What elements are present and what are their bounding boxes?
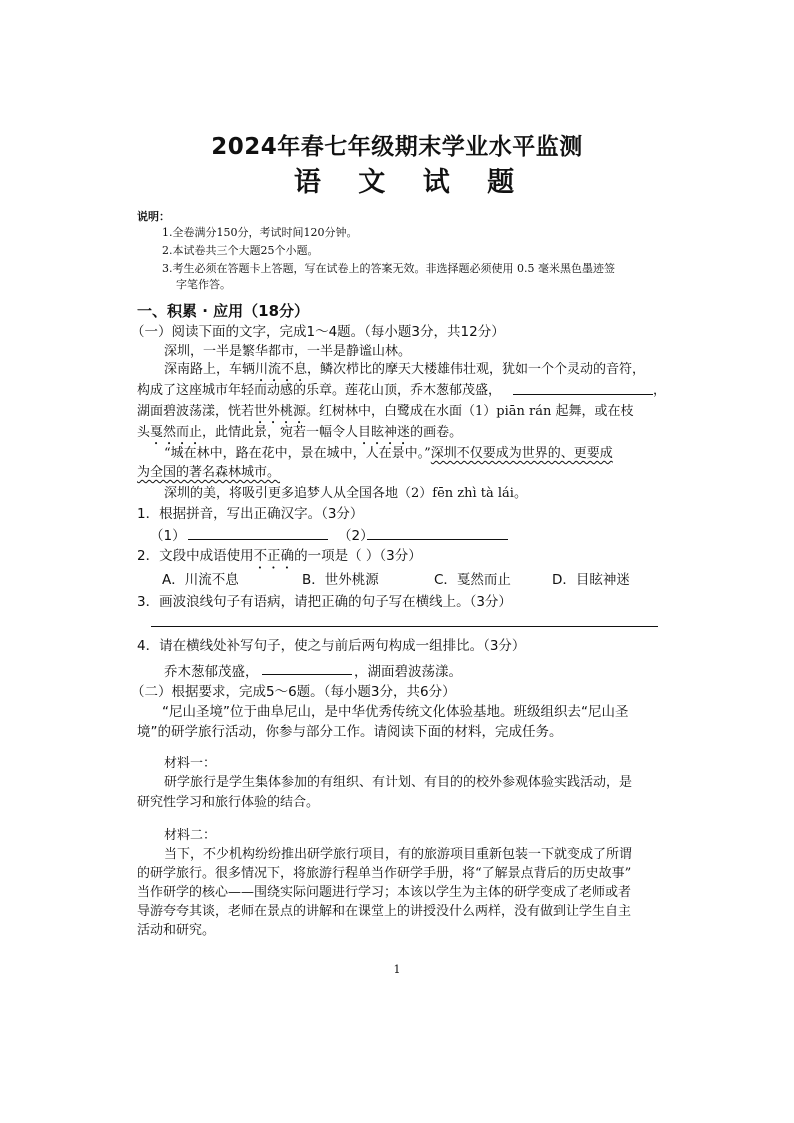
- q4-line-start: 乔木葱郁茂盛，: [164, 664, 259, 680]
- passage-p2-line2: 构成了这座城市年轻而动感的乐章。莲花山顶，乔木葱郁茂盛，: [137, 383, 502, 398]
- q4-answer-blank[interactable]: [262, 674, 352, 675]
- q1-answer-blank-1[interactable]: [188, 539, 328, 540]
- material-2-line1: 当下，不少机构纷纷推出研学旅行项目，有的旅游项目重新包装一下就变成了所谓: [164, 847, 633, 862]
- q1-answer-blank-2[interactable]: [367, 539, 508, 540]
- note-item-2: 2.本试卷共三个大题25个小题。: [162, 244, 319, 257]
- exam-title: 2024年春七年级期末学业水平监测: [211, 134, 583, 160]
- wavy-sentence-part1: 深圳不仅要成为世界的、更要成: [430, 446, 613, 461]
- passage-p2-line3: 湖面碧波荡漾，恍若世外桃源。红树林中，白鹭成在水面（1）piān rán 起舞，或在枝: [137, 404, 634, 419]
- wavy-sentence-part2: 为全国的著名森林城市。: [137, 465, 281, 480]
- material-1-title: 材料一：: [164, 756, 217, 771]
- material-2-line5: 活动和研究。: [137, 923, 216, 938]
- idiom-muxuanshenmi: 目眩神迷: [358, 425, 411, 440]
- question-3: 3．画波浪线句子有语病，请把正确的句子写在横线上。（3分）: [137, 594, 512, 610]
- material-1-line2: 研究性学习和旅行体验的结合。: [137, 795, 320, 810]
- q4-line-end: ，湖面碧波荡漾。: [354, 664, 462, 680]
- passage-p4: 深圳的美，将吸引更多追梦人从全国各地（2）fēn zhì tà lái。: [164, 486, 527, 501]
- q1-blank-label-1: （1）: [150, 528, 186, 544]
- question-2: 2．文段中成语使用不正确的一项是（ ）（3分）: [137, 548, 422, 564]
- exam-subtitle: 语 文 试 题: [293, 167, 529, 198]
- q2-option-b[interactable]: B．世外桃源: [302, 572, 379, 588]
- part1-intro: （一）阅读下面的文字，完成1～4题。（每小题3分，共12分）: [131, 324, 505, 340]
- part2-intro: （二）根据要求，完成5～6题。（每小题3分，共6分）: [131, 684, 456, 700]
- question-4: 4．请在横线处补写句子，使之与前后两句构成一组排比。（3分）: [137, 638, 526, 654]
- material-2-line2: 的研学旅行。很多情况下，将旅游行程单当作研学手册，将“了解景点背后的历史故事”: [137, 866, 632, 881]
- material-2-line3: 当作研学的核心——围绕实际问题进行学习；本该以学生为主体的研学变成了老师或者: [137, 885, 632, 900]
- emphasis-incorrect: 不正确: [253, 548, 295, 564]
- q2-option-c[interactable]: C．戛然而止: [434, 572, 511, 588]
- q3-answer-line[interactable]: [151, 626, 658, 627]
- material-1-line1: 研学旅行是学生集体参加的有组织、有计划、有目的的校外参观体验实践活动，是: [164, 775, 633, 790]
- part2-p1-line1: “尼山圣境”位于曲阜尼山，是中华优秀传统文化体验基地。班级组织去“尼山圣: [162, 704, 629, 720]
- note-item-1: 1.全卷满分150分，考试时间120分钟。: [162, 226, 358, 239]
- section-heading: 一、积累 · 应用（18分）: [137, 302, 310, 320]
- passage-p1: 深圳，一半是繁华都市，一半是静谧山林。: [164, 344, 412, 359]
- part2-p1-line2: 境”的研学旅行活动，你参与部分工作。请阅读下面的材料，完成任务。: [137, 724, 563, 740]
- q2-option-a[interactable]: A．川流不息: [162, 572, 239, 588]
- material-2-title: 材料二：: [164, 828, 217, 843]
- material-2-line4: 导游夸夸其谈，老师在景点的讲解和在课堂上的讲授没什么两样，没有做到让学生自主: [137, 904, 632, 919]
- note-item-3: 3.考生必须在答题卡上答题，写在试卷上的答案无效。非选择题必须使用 0.5 毫米黑色墨迹签: [162, 262, 615, 275]
- q2-option-d[interactable]: D．目眩神迷: [552, 572, 630, 588]
- q1-blank-label-2: （2）: [338, 528, 374, 544]
- page-number: 1: [393, 963, 401, 976]
- passage-p2-line4: 头戛然而止，此情此景，宛若一幅令人目眩神迷的画卷。: [137, 425, 463, 440]
- passage-p3-line1: “城在林中，路在花中，景在城中，人在景中。”深圳不仅要成为世界的、更要成: [164, 446, 613, 461]
- passage-blank-line: [513, 394, 653, 395]
- passage-p3-line2: [137, 461, 280, 480]
- notes-heading: 说明：: [137, 210, 170, 223]
- note-item-3-cont: 字笔作答。: [176, 278, 231, 291]
- idiom-garanerzhi: 戛然而止: [150, 425, 203, 440]
- question-1: 1．根据拼音，写出正确汉字。（3分）: [137, 506, 364, 522]
- idiom-chuanliubuxi: 川流不息: [255, 362, 308, 377]
- idiom-shiwaitaoyuan: 世外桃源: [254, 404, 307, 419]
- passage-p2-line2-end: ，: [653, 383, 667, 398]
- passage-p2-line1: 深南路上，车辆川流不息，鳞次栉比的摩天大楼雄伟壮观，犹如一个个灵动的音符，: [164, 362, 646, 377]
